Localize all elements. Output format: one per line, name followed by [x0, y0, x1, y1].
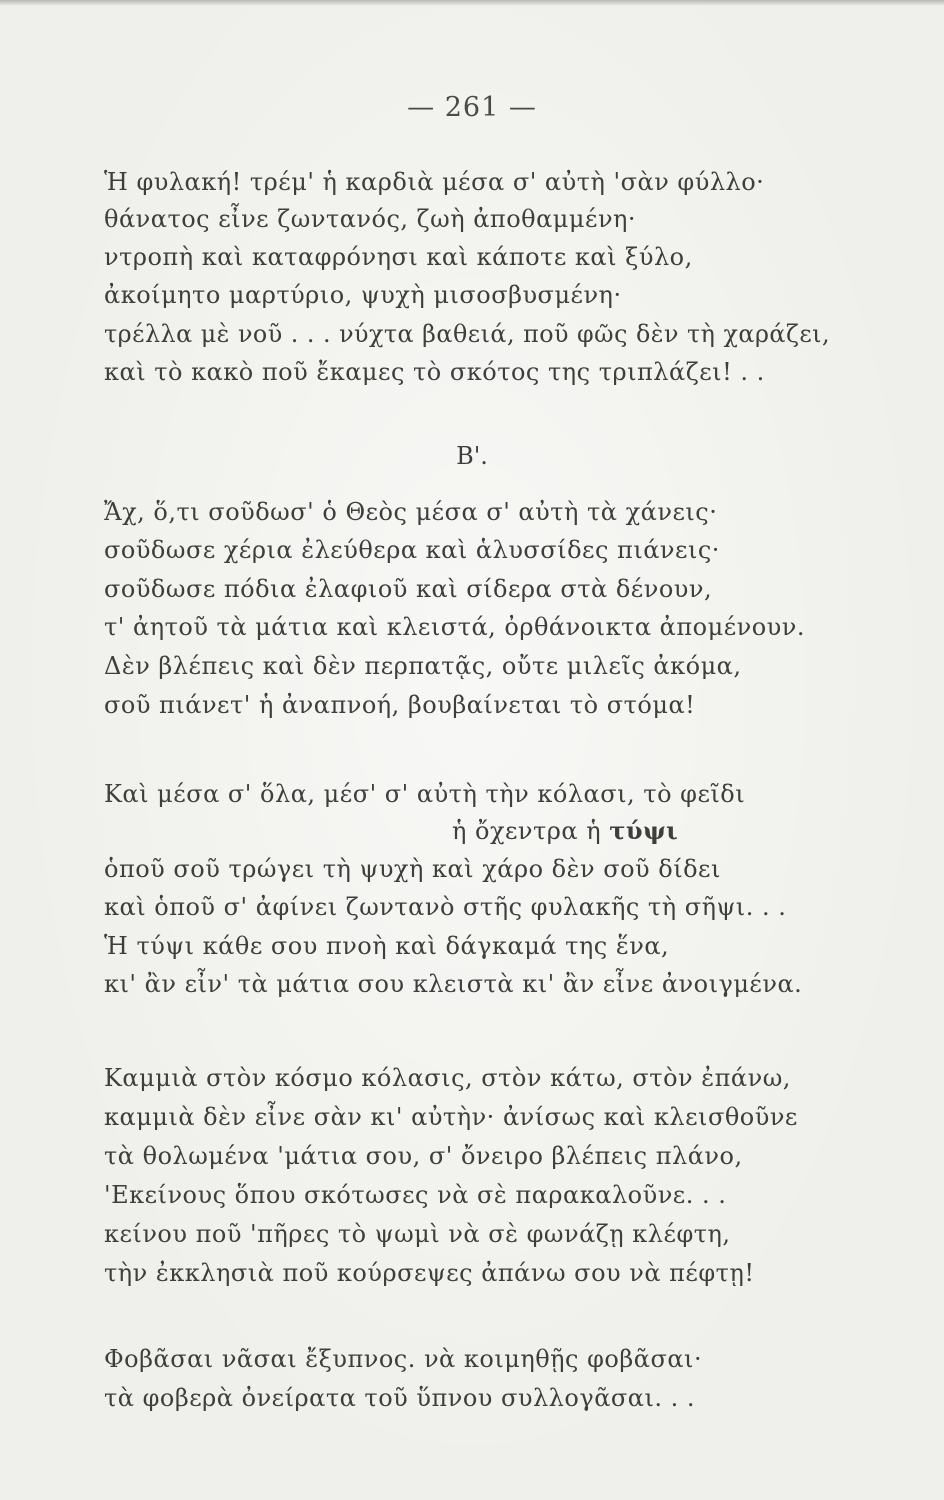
- verse-line: σοῦδωσε χέρια ἐλεύθερα καὶ ἁλυσσίδες πιάνεις·: [104, 536, 720, 564]
- verse-line-indented: [452, 816, 678, 846]
- verse-line: Ἡ φυλακή! τρέμ' ἡ καρδιὰ μέσα σ' αὐτὴ 'σὰν φύλλο·: [104, 168, 765, 196]
- verse-line: θάνατος εἶνε ζωντανός, ζωὴ ἀποθαμμένη·: [104, 205, 637, 233]
- verse-line: Φοβᾶσαι νᾶσαι ἔξυπνος. νὰ κοιμηθῇς φοβᾶσαι·: [104, 1345, 703, 1373]
- verse-line: τὴν ἐκκλησιὰ ποῦ κούρσεψες ἀπάνω σου νὰ πέφτῃ!: [104, 1259, 755, 1287]
- verse-line: ὁποῦ σοῦ τρώγει τὴ ψυχὴ καὶ χάρο δὲν σοῦ δίδει: [104, 855, 721, 883]
- verse-line: Δὲν βλέπεις καὶ δὲν περπατᾷς, οὔτε μιλεῖς ἀκόμα,: [104, 652, 742, 680]
- verse-line: τρέλλα μὲ νοῦ . . . νύχτα βαθειά, ποῦ φῶς δὲν τὴ χαράζει,: [104, 320, 831, 348]
- verse-line: καὶ ὁποῦ σ' ἀφίνει ζωντανὸ στῆς φυλακῆς τὴ σῆψι. . .: [104, 893, 787, 921]
- verse-line: 'Εκείνους ὅπου σκότωσες νὰ σὲ παρακαλοῦνε. . .: [104, 1181, 727, 1209]
- section-heading: Β'.: [456, 442, 488, 470]
- verse-line: ντροπὴ καὶ καταφρόνησι καὶ κάποτε καὶ ξύλο,: [104, 243, 693, 271]
- page-top-edge: [0, 0, 944, 6]
- verse-line: τὰ φοβερὰ ὀνείρατα τοῦ ὕπνου συλλογᾶσαι. . .: [104, 1384, 696, 1412]
- verse-line: καμμιὰ δὲν εἶνε σὰν κι' αὐτὴν· ἀνίσως καὶ κλεισθοῦνε: [104, 1103, 798, 1131]
- verse-line-prefix: ἡ ὄχεντρα ἡ: [452, 817, 602, 845]
- verse-line: ἀκοίμητο μαρτύριο, ψυχὴ μισοσβυσμένη·: [104, 281, 622, 309]
- verse-line: Ἄχ, ὅ,τι σοῦδωσ' ὁ Θεὸς μέσα σ' αὐτὴ τὰ χάνεις·: [104, 498, 718, 526]
- verse-line: κείνου ποῦ 'πῆρες τὸ ψωμὶ νὰ σὲ φωνάζῃ κλέφτη,: [104, 1220, 731, 1248]
- verse-line: σοῦδωσε πόδια ἐλαφιοῦ καὶ σίδερα στὰ δένουν,: [104, 575, 713, 603]
- verse-line: καὶ τὸ κακὸ ποῦ ἔκαμες τὸ σκότος της τριπλάζει! . .: [104, 358, 765, 386]
- verse-line: Καμμιὰ στὸν κόσμο κόλασις, στὸν κάτω, στὸν ἐπάνω,: [104, 1064, 791, 1092]
- page-number: — 261 —: [407, 92, 537, 123]
- verse-line: κι' ἂν εἶν' τὰ μάτια σου κλειστὰ κι' ἂν εἶνε ἀνοιγμένα.: [104, 970, 803, 998]
- verse-line: τ' ἀητοῦ τὰ μάτια καὶ κλειστά, ὀρθάνοικτα ἀπομένουν.: [104, 613, 805, 641]
- emphasized-word: τύψι: [609, 816, 679, 845]
- verse-line: τὰ θολωμένα 'μάτια σου, σ' ὄνειρο βλέπεις πλάνο,: [104, 1142, 743, 1170]
- verse-line: σοῦ πιάνετ' ἡ ἀναπνοή, βουβαίνεται τὸ στόμα!: [104, 691, 696, 719]
- verse-line: Καὶ μέσα σ' ὅλα, μέσ' σ' αὐτὴ τὴν κόλασι, τὸ φεῖδι: [104, 780, 746, 808]
- verse-line: Ἡ τύψι κάθε σου πνοὴ καὶ δάγκαμά της ἕνα,: [104, 932, 670, 960]
